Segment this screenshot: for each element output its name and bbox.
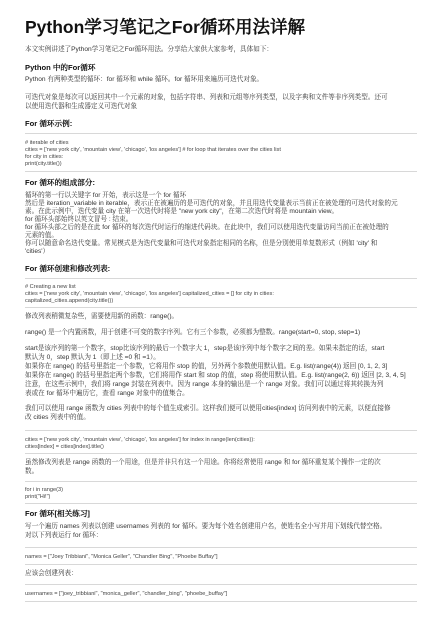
paragraph: 数。	[25, 468, 39, 475]
section-heading: For 循环[相关练习]	[25, 509, 90, 518]
paragraph: 你可以随意命名迭代变量。常见模式是为迭代变量和可迭代对象指定相同的名称，但是分别使用单复数形式（例如 'city' 和	[25, 240, 378, 247]
paragraph: 我们可以使用 range 函数为 cities 列表中的每个值生成索引。这样我们便可以使用cities[index] 访问列表中的元素，以便直接修	[25, 405, 391, 412]
paragraph: 素。在此示例中，迭代变量 city 在第一次迭代时将是 "new york city"，在第二次迭代时将是 mountain view。	[25, 208, 339, 215]
divider	[25, 453, 417, 454]
code-line: cities = ['new york city', 'mountain view', 'chicago', 'los angeles'] # for loop that iterates over the cities list	[25, 147, 281, 153]
paragraph: 以使用迭代器和生成器定义可迭代对象	[25, 103, 138, 110]
code-line: print(city.title())	[25, 161, 62, 167]
divider	[25, 481, 417, 482]
paragraph: 如果你在 range() 的括号里指定两个参数，它们将用作 start 和 stop 的值，step 将使用默认值。E.g. list(range(2, 6)) 返回 [2, 3, 4, 5]	[25, 372, 406, 379]
code-line: for city in cities:	[25, 154, 64, 160]
divider	[25, 503, 417, 504]
paragraph: Python 有两种类型的循环：for 循环和 while 循环。for 循环用来遍历可迭代对象。	[25, 76, 264, 83]
paragraph: 然后是 iteration_variable in iterable，表示正在被遍历的是可迭代的对象，并且用迭代变量表示当前正在被处理的可迭代对象的元	[25, 200, 398, 207]
divider	[25, 601, 417, 602]
section-heading: For 循环的组成部分:	[25, 178, 96, 187]
code-line: names = ["Joey Tribbiani", "Monica Geller", "Chandler Bing", "Phoebe Buffay"]	[25, 554, 218, 560]
code-line: for i in range(3)	[25, 487, 63, 493]
paragraph: 如果你在 range() 的括号里指定一个参数，它将用作 stop 的值，另外两个参数使用默认值。E.g. list(range(4)) 返回 [0, 1, 2, 3]	[25, 363, 388, 370]
paragraph: 可迭代对象是每次可以返回其中一个元素的对象，包括字符串、列表和元组等序列类型，以及字典和文件等非序列类型。还可	[25, 94, 388, 101]
divider	[25, 584, 417, 585]
code-line: capitalized_cities.append(city.title())	[25, 298, 114, 304]
paragraph: 改 cities 列表中的值。	[25, 414, 90, 421]
paragraph: 修改列表稍微复杂些，需要使用新的函数：range()。	[25, 313, 179, 320]
paragraph: 元素的值。	[25, 232, 58, 239]
divider	[25, 547, 417, 548]
code-line: cities = ['new york city', 'mountain view', 'chicago', 'los angeles'] for index in range(len(cities)):	[25, 437, 255, 443]
divider	[25, 307, 417, 308]
code-line: print("Hi!")	[25, 494, 51, 500]
code-line: usernames = ["joey_tribbiani", "monica_geller", "chandler_bing", "phoebe_buffay"]	[25, 591, 228, 597]
paragraph: range() 是一个内置函数，用于创建不可变的数字序列。它有三个参数，必须都为整数。range(start=0, stop, step=1)	[25, 329, 361, 336]
divider	[25, 430, 417, 431]
divider	[25, 564, 417, 565]
paragraph: 循环的第一行以关键字 for 开始，表示这是一个 for 循环	[25, 192, 187, 199]
paragraph: 写一个遍历 names 列表以创建 usernames 列表的 for 循环。要为每个姓名创建用户名，使姓名全小写并用下划线代替空格。	[25, 523, 387, 530]
paragraph: 应该会创建列表：	[25, 570, 78, 577]
divider	[25, 133, 417, 134]
paragraph: 虽然修改列表是 range 函数的一个用途，但是并非只有这一个用途。你将经常使用 range 和 for 循环重复某个操作一定的次	[25, 459, 381, 466]
section-heading: For 循环示例:	[25, 119, 73, 128]
divider	[25, 278, 417, 279]
page-title: Python学习笔记之For循环用法详解	[25, 17, 305, 37]
section-heading: For 循环创建和修改列表:	[25, 264, 111, 273]
paragraph: 'cities'）	[25, 248, 50, 255]
code-line: # iterable of cities	[25, 140, 69, 146]
intro-text: 本文实例讲述了Python学习笔记之For循环用法。分享给大家供大家参考，具体如下：	[25, 46, 274, 53]
paragraph: start是该序列的第一个数字，stop比该序列的最后一个数字大 1，step是该序列中每个数字之间的差。如果未指定的话，start	[25, 345, 385, 352]
paragraph: 默认为 0，step 默认为 1（即上述 =0 和 =1）。	[25, 354, 160, 361]
paragraph: for 循环头部之后的是在此 for 循环的每次迭代时运行的缩进代码块。在此块中，我们可以使用迭代变量访问当前正在被处理的	[25, 224, 389, 231]
code-line: cities = ['new york city', 'mountain view', 'chicago', 'los angeles'] capitalized_cities = [] for city in cities:	[25, 291, 274, 297]
divider	[25, 171, 417, 172]
paragraph: 注意，在这些示例中，我们将 range 封装在列表中。因为 range 本身的输出是一个 range 对象。我们可以通过将其转换为列	[25, 381, 384, 388]
paragraph: 对以下列表运行 for 循环：	[25, 532, 103, 539]
code-line: cities[index] = cities[index].title()	[25, 444, 104, 450]
code-line: # Creating a new list	[25, 284, 76, 290]
paragraph: for 循环头部始终以英文冒号 : 结束。	[25, 216, 133, 223]
paragraph: 表或在 for 循环中遍历它，查看 range 对象中的值集合。	[25, 390, 189, 397]
section-heading: Python 中的For循环	[25, 63, 96, 72]
